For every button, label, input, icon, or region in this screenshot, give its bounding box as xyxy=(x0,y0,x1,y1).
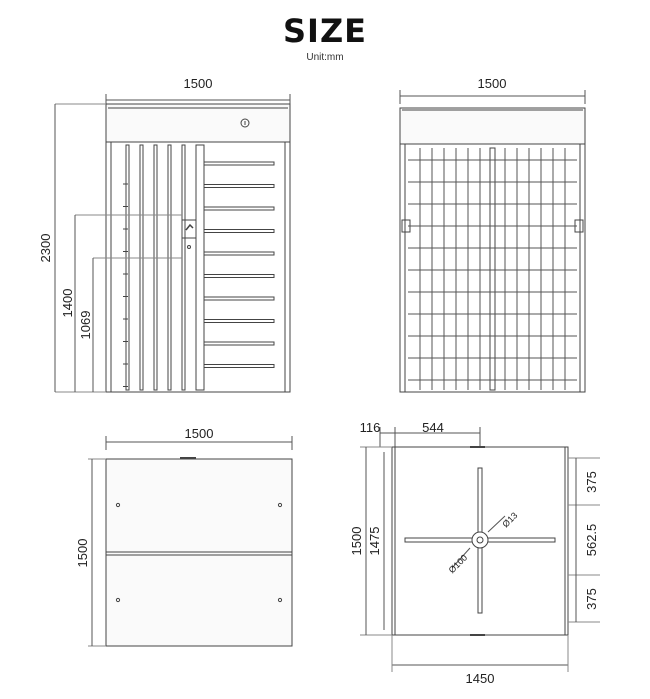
side-width-dim: 1500 xyxy=(477,76,507,91)
front-view xyxy=(55,94,290,392)
turnstile-arm xyxy=(204,252,274,255)
turnstile-arm xyxy=(204,185,274,188)
plan-outer-depth-dim: 1500 xyxy=(349,526,364,556)
page-title: SIZE xyxy=(282,12,367,50)
plan-bottom-width-dim: 1450 xyxy=(465,671,495,686)
turnstile-arm xyxy=(204,207,274,210)
turnstile-arm xyxy=(204,230,274,233)
side-view xyxy=(400,90,585,392)
unit-label: Unit:mm xyxy=(306,52,344,63)
turnstile-arm xyxy=(204,297,274,300)
turnstile-arm xyxy=(204,162,274,165)
plan-seg-bottom-dim: 375 xyxy=(584,588,599,610)
plan-view xyxy=(360,427,600,672)
top-width-dim: 1500 xyxy=(184,426,214,441)
turnstile-arm xyxy=(204,342,274,345)
plan-inner-depth-dim: 1475 xyxy=(367,526,382,556)
front-height-reader-dim: 1400 xyxy=(60,288,75,318)
top-view xyxy=(88,436,292,646)
front-height-indicator-dim: 1069 xyxy=(78,310,93,340)
plan-offset-left-dim: 116 xyxy=(359,420,381,435)
front-width-dim: 1500 xyxy=(183,76,213,91)
front-height-total-dim: 2300 xyxy=(38,233,53,263)
turnstile-arm xyxy=(204,320,274,323)
turnstile-arm xyxy=(204,365,274,368)
top-depth-dim: 1500 xyxy=(75,538,90,568)
plan-hub-diameter: Ø100 xyxy=(446,552,470,576)
plan-seg-top-dim: 375 xyxy=(584,471,599,493)
turnstile-arm xyxy=(204,275,274,278)
plan-seg-mid-dim: 562.5 xyxy=(584,523,599,557)
plan-offset-mid-dim: 544 xyxy=(422,420,444,435)
plan-bar-diameter: Ø13 xyxy=(500,510,520,530)
side-view-grid xyxy=(408,148,577,390)
front-turnstile-arms xyxy=(204,162,274,368)
